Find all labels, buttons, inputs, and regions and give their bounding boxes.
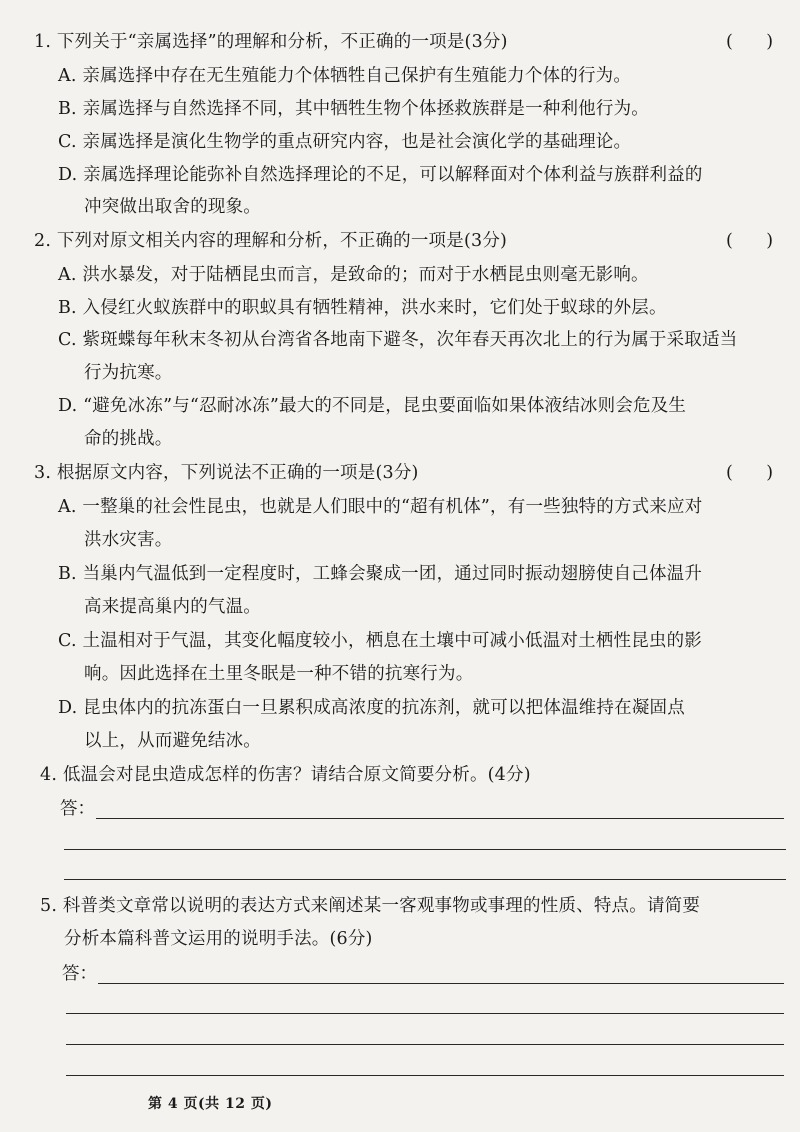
q3-option-d-continued: 以上，从而避免结冰。 — [84, 731, 261, 751]
q4-stem: 4. 低温会对昆虫造成怎样的伤害？请结合原文简要分析。(4分) — [40, 765, 531, 785]
q3-answer-blank[interactable]: ( ) — [726, 463, 774, 483]
q5-answer-line-3[interactable] — [66, 1044, 784, 1045]
q3-stem: 3. 根据原文内容，下列说法不正确的一项是(3分) — [34, 463, 419, 483]
q3-option-a-continued: 洪水灾害。 — [84, 530, 173, 550]
q3-option-a: A. 一整巢的社会性昆虫，也就是人们眼中的“超有机体”，有一些独特的方式来应对 — [58, 497, 703, 517]
q1-answer-blank[interactable]: ( ) — [726, 32, 774, 52]
q4-answer-label: 答： — [60, 799, 95, 819]
q5-stem-continued: 分析本篇科普文运用的说明手法。(6分) — [64, 929, 373, 949]
q3-option-b: B. 当巢内气温低到一定程度时，工蜂会聚成一团，通过同时振动翅膀使自己体温升 — [58, 564, 703, 584]
q1-option-d: D. 亲属选择理论能弥补自然选择理论的不足，可以解释面对个体利益与族群利益的 — [58, 165, 703, 185]
q3-option-d: D. 昆虫体内的抗冻蛋白一旦累积成高浓度的抗冻剂，就可以把体温维持在凝固点 — [58, 698, 685, 718]
q1-option-b: B. 亲属选择与自然选择不同，其中牺牲生物个体拯救族群是一种利他行为。 — [58, 99, 649, 119]
q5-answer-line-4[interactable] — [66, 1075, 784, 1076]
q2-option-c: C. 紫斑蝶每年秋末冬初从台湾省各地南下避冬，次年春天再次北上的行为属于采取适当 — [58, 330, 738, 350]
q4-answer-line-2[interactable] — [64, 849, 786, 850]
q5-stem: 5. 科普类文章常以说明的表达方式来阐述某一客观事物或事理的性质、特点。请简要 — [40, 896, 701, 916]
q5-answer-label: 答： — [62, 964, 97, 984]
q2-stem: 2. 下列对原文相关内容的理解和分析，不正确的一项是(3分) — [34, 231, 508, 251]
q3-option-b-continued: 高来提高巢内的气温。 — [84, 597, 261, 617]
q4-answer-line-1[interactable] — [96, 818, 784, 819]
q2-option-d: D. “避免冰冻”与“忍耐冰冻”最大的不同是，昆虫要面临如果体液结冰则会危及生 — [58, 396, 687, 416]
q4-answer-line-3[interactable] — [64, 879, 786, 880]
q3-option-c-continued: 响。因此选择在土里冬眠是一种不错的抗寒行为。 — [84, 664, 474, 684]
q2-option-c-continued: 行为抗寒。 — [84, 363, 173, 383]
q2-option-d-continued: 命的挑战。 — [84, 429, 173, 449]
q1-stem: 1. 下列关于“亲属选择”的理解和分析，不正确的一项是(3分) — [34, 32, 508, 52]
q1-option-c: C. 亲属选择是演化生物学的重点研究内容，也是社会演化学的基础理论。 — [58, 132, 632, 152]
page-number: 第 4 页(共 12 页) — [148, 1096, 273, 1112]
q1-option-a: A. 亲属选择中存在无生殖能力个体牺牲自己保护有生殖能力个体的行为。 — [58, 66, 632, 86]
q1-option-d-continued: 冲突做出取舍的现象。 — [84, 197, 261, 217]
q2-answer-blank[interactable]: ( ) — [726, 231, 774, 251]
q5-answer-line-1[interactable] — [98, 983, 784, 984]
q2-option-b: B. 入侵红火蚁族群中的职蚁具有牺牲精神，洪水来时，它们处于蚁球的外层。 — [58, 298, 667, 318]
q5-answer-line-2[interactable] — [66, 1013, 784, 1014]
q2-option-a: A. 洪水暴发，对于陆栖昆虫而言，是致命的；而对于水栖昆虫则毫无影响。 — [58, 265, 649, 285]
q3-option-c: C. 土温相对于气温，其变化幅度较小，栖息在土壤中可减小低温对土栖性昆虫的影 — [58, 631, 702, 651]
